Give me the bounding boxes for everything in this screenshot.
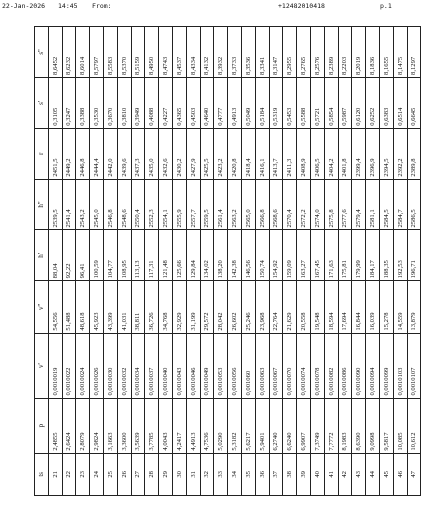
table-cell: 92,22 [62,230,76,281]
table-cell: 7,3749 [310,398,324,453]
table-cell: 2557,7 [186,179,200,230]
table-cell: 14,559 [393,281,407,333]
table-cell: 0,0010094 [366,333,380,398]
table-cell: 5,3182 [228,398,242,453]
table-cell: 54,556 [48,281,62,333]
table-cell: 2420,8 [228,128,242,179]
table-cell: 8,1475 [393,27,407,78]
table-cell: 9,0998 [366,398,380,453]
table-cell: 21 [48,453,62,495]
table-cell: 24 [90,453,104,495]
table-cell: 26,602 [228,281,242,333]
table-cell: 2539,5 [48,179,62,230]
table-cell: 117,31 [145,230,159,281]
table-cell: 8,1983 [338,398,352,453]
table-cell: 25 [103,453,117,495]
table-cell: 5,6217 [241,398,255,453]
rotated-table-container [34,26,418,496]
table-cell: 2418,4 [241,128,255,179]
column-header: v'' [35,281,49,333]
column-header: r [35,128,49,179]
table-cell: 0,5721 [310,77,324,128]
table-cell: 47 [407,453,421,495]
table-cell: 159,09 [283,230,297,281]
table-cell: 26 [117,453,131,495]
table-body [48,27,421,496]
table-cell: 0,5453 [283,77,297,128]
table-cell: 2389,8 [407,128,421,179]
table-row [269,27,283,496]
table-row [228,27,242,496]
table-row [90,27,104,496]
table-cell: 27 [131,453,145,495]
table-cell: 2437,3 [131,128,145,179]
table-row [393,27,407,496]
table-cell: 2579,4 [352,179,366,230]
fax-date: 22-Jan-2026 [2,2,46,10]
table-cell: 8,3932 [214,27,228,78]
table-cell: 2408,9 [297,128,311,179]
table-cell: 2394,5 [379,128,393,179]
table-cell: 0,6252 [366,77,380,128]
table-cell: 8,3147 [269,27,283,78]
table-cell: 28 [145,453,159,495]
table-cell: 2425,5 [200,128,214,179]
table-cell: 2444,4 [90,128,104,179]
table-header-row [35,27,49,496]
table-cell: 21,629 [283,281,297,333]
table-cell: 0,0010022 [62,333,76,398]
table-cell: 0,0010078 [310,333,324,398]
table-row [338,27,352,496]
table-row [214,27,228,496]
column-header: s' [35,77,49,128]
table-cell: 9,5817 [379,398,393,453]
table-cell: 51,488 [62,281,76,333]
table-cell: 4,7536 [200,398,214,453]
table-cell: 0,4503 [186,77,200,128]
table-cell: 150,74 [255,230,269,281]
table-cell: 29,572 [200,281,214,333]
table-cell: 0,0010037 [145,333,159,398]
table-row [324,27,338,496]
table-cell: 2,6424 [62,398,76,453]
table-row [76,27,90,496]
table-row [186,27,200,496]
column-header: p [35,398,49,453]
table-cell: 2554,1 [159,179,173,230]
table-cell: 100,59 [90,230,104,281]
table-cell: 0,0010070 [283,333,297,398]
table-cell: 0,6645 [407,77,421,128]
steam-table [34,26,421,496]
table-cell: 8,1297 [407,27,421,78]
table-cell: 8,6232 [62,27,76,78]
table-cell: 2432,6 [159,128,173,179]
table-row [297,27,311,496]
table-cell: 0,0010090 [352,333,366,398]
table-cell: 36,726 [145,281,159,333]
table-cell: 138,20 [214,230,228,281]
table-cell: 35 [241,453,255,495]
table-cell: 2561,4 [214,179,228,230]
table-row [172,27,186,496]
table-cell: 175,81 [338,230,352,281]
table-cell: 0,0010103 [393,333,407,398]
table-row [310,27,324,496]
table-cell: 43,399 [103,281,117,333]
table-cell: 34,768 [159,281,173,333]
table-cell: 4,4913 [186,398,200,453]
table-cell: 42 [338,453,352,495]
table-cell: 8,4743 [159,27,173,78]
table-cell: 0,5184 [255,77,269,128]
table-cell: 171,63 [324,230,338,281]
table-cell: 45,923 [90,281,104,333]
table-cell: 5,9401 [255,398,269,453]
table-cell: 0,0010074 [297,333,311,398]
table-cell: 2577,6 [338,179,352,230]
table-cell: 39 [297,453,311,495]
table-cell: 3,7785 [145,398,159,453]
table-cell: 2584,5 [379,179,393,230]
table-cell: 179,99 [352,230,366,281]
table-cell: 33 [214,453,228,495]
table-row [48,27,62,496]
table-cell: 6,9907 [297,398,311,453]
table-cell: 2442,0 [103,128,117,179]
fax-page: p.1 [380,2,392,10]
table-row [379,27,393,496]
table-cell: 0,0010049 [200,333,214,398]
table-cell: 0,0010032 [117,333,131,398]
table-cell: 8,2019 [352,27,366,78]
table-cell: 2399,4 [352,128,366,179]
table-cell: 167,45 [310,230,324,281]
table-cell: 16,844 [352,281,366,333]
table-cell: 2586,5 [407,179,421,230]
table-cell: 29 [159,453,173,495]
table-cell: 2559,5 [200,179,214,230]
table-cell: 0,5049 [241,77,255,128]
table-cell: 2581,1 [366,179,380,230]
table-cell: 0,5588 [297,77,311,128]
table-cell: 154,92 [269,230,283,281]
table-cell: 5,0290 [214,398,228,453]
table-cell: 2574,0 [310,179,324,230]
table-cell: 13,879 [407,281,421,333]
table-cell: 96,41 [76,230,90,281]
table-cell: 45 [379,453,393,495]
table-cell: 104,77 [103,230,117,281]
table-cell: 2416,1 [255,128,269,179]
table-cell: 0,4640 [200,77,214,128]
table-cell: 2,4855 [48,398,62,453]
table-cell: 34 [228,453,242,495]
table-cell: 2550,4 [131,179,145,230]
table-row [366,27,380,496]
table-cell: 0,001060 [241,333,255,398]
table-cell: 2548,6 [117,179,131,230]
table-cell: 19,548 [310,281,324,333]
table-cell: 0,3105 [48,77,62,128]
table-cell: 2392,2 [393,128,407,179]
table-cell: 192,53 [393,230,407,281]
table-row [103,27,117,496]
table-cell: 8,6452 [48,27,62,78]
table-cell: 32 [200,453,214,495]
table-cell: 0,0010067 [269,333,283,398]
table-cell: 0,4913 [228,77,242,128]
table-cell: 2546,8 [103,179,117,230]
table-cell: 196,71 [407,230,421,281]
table-row [159,27,173,496]
table-cell: 0,3949 [131,77,145,128]
table-cell: 8,2389 [324,27,338,78]
table-cell: 46 [393,453,407,495]
table-cell: 2396,9 [366,128,380,179]
table-row [145,27,159,496]
table-cell: 0,0010063 [255,333,269,398]
table-cell: 8,3341 [255,27,269,78]
column-header: h'' [35,179,49,230]
table-cell: 0,4227 [159,77,173,128]
table-cell: 4,2417 [172,398,186,453]
table-cell: 0,3247 [62,77,76,128]
table-row [62,27,76,496]
table-cell: 2449,2 [62,128,76,179]
table-cell: 8,2576 [310,27,324,78]
table-cell: 2,9824 [90,398,104,453]
table-cell: 2404,2 [324,128,338,179]
table-cell: 40 [310,453,324,495]
table-cell: 8,5370 [117,27,131,78]
table-cell: 2430,2 [172,128,186,179]
column-header: h' [35,230,49,281]
table-cell: 37 [269,453,283,495]
table-cell: 2401,8 [338,128,352,179]
table-cell: 44 [366,453,380,495]
table-cell: 0,0010056 [228,333,242,398]
table-cell: 0,3388 [76,77,90,128]
table-cell: 2413,7 [269,128,283,179]
fax-from-label: From: [92,2,112,10]
table-cell: 6,6240 [283,398,297,453]
table-cell: 2451,5 [48,128,62,179]
table-cell: 36 [255,453,269,495]
table-cell: 121,48 [159,230,173,281]
table-cell: 8,6390 [352,398,366,453]
table-cell: 8,4334 [186,27,200,78]
table-cell: 0,0010019 [48,333,62,398]
column-header: v' [35,333,49,398]
table-cell: 0,0010107 [407,333,421,398]
table-cell: 7,7772 [324,398,338,453]
table-cell: 31,199 [186,281,200,333]
table-cell: 25,246 [241,281,255,333]
column-header: ts [35,453,49,495]
table-cell: 10,085 [393,398,407,453]
table-row [131,27,145,496]
table-cell: 48,618 [76,281,90,333]
table-cell: 2,8079 [76,398,90,453]
table-cell: 23 [76,453,90,495]
table-cell: 8,4950 [145,27,159,78]
fax-number: +12482010418 [278,2,325,10]
table-cell: 8,4537 [172,27,186,78]
table-cell: 0,0010030 [103,333,117,398]
table-cell: 0,0010043 [172,333,186,398]
table-cell: 0,5854 [324,77,338,128]
table-cell: 8,3536 [241,27,255,78]
table-cell: 2435,0 [145,128,159,179]
table-cell: 18,594 [324,281,338,333]
table-cell: 0,0010082 [324,333,338,398]
table-cell: 3,1663 [103,398,117,453]
table-cell: 0,6514 [393,77,407,128]
table-cell: 0,3810 [117,77,131,128]
table-cell: 41,031 [117,281,131,333]
table-cell: 8,5159 [131,27,145,78]
table-cell: 20,558 [297,281,311,333]
table-cell: 8,2765 [297,27,311,78]
table-cell: 2406,5 [310,128,324,179]
table-cell: 2566,8 [255,179,269,230]
table-cell: 2411,3 [283,128,297,179]
table-cell: 2427,9 [186,128,200,179]
table-cell: 8,4132 [200,27,214,78]
table-cell: 0,0010040 [159,333,173,398]
table-cell: 0,5987 [338,77,352,128]
table-cell: 16,039 [366,281,380,333]
table-cell: 184,17 [366,230,380,281]
table-cell: 108,95 [117,230,131,281]
table-cell: 3,5639 [131,398,145,453]
table-cell: 188,35 [379,230,393,281]
table-cell: 28,042 [214,281,228,333]
table-cell: 0,6383 [379,77,393,128]
table-cell: 0,0010086 [338,333,352,398]
table-cell: 3,3600 [117,398,131,453]
table-cell: 2543,2 [76,179,90,230]
table-row [200,27,214,496]
table-cell: 0,3670 [103,77,117,128]
table-cell: 6,2740 [269,398,283,453]
table-cell: 0,4088 [145,77,159,128]
table-cell: 0,0010026 [90,333,104,398]
table-cell: 146,56 [241,230,255,281]
table-cell: 2541,4 [62,179,76,230]
table-cell: 8,6014 [76,27,90,78]
table-row [407,27,421,496]
table-row [255,27,269,496]
table-cell: 163,27 [297,230,311,281]
table-cell: 2563,2 [228,179,242,230]
table-cell: 2572,2 [297,179,311,230]
table-cell: 30 [172,453,186,495]
table-cell: 38 [283,453,297,495]
table-row [352,27,366,496]
table-cell: 8,1655 [379,27,393,78]
table-cell: 2575,8 [324,179,338,230]
table-cell: 0,4365 [172,77,186,128]
table-cell: 0,5319 [269,77,283,128]
table-cell: 0,0010053 [214,333,228,398]
table-cell: 0,0010099 [379,333,393,398]
table-cell: 23,968 [255,281,269,333]
table-cell: 134,02 [200,230,214,281]
table-cell: 2570,4 [283,179,297,230]
table-row [283,27,297,496]
table-cell: 0,4777 [214,77,228,128]
fax-time: 14:45 [58,2,78,10]
table-cell: 8,2203 [338,27,352,78]
column-header: s'' [35,27,49,78]
table-cell: 31 [186,453,200,495]
table-cell: 142,38 [228,230,242,281]
table-cell: 32,929 [172,281,186,333]
table-cell: 2584,7 [393,179,407,230]
table-cell: 17,694 [338,281,352,333]
table-cell: 2568,6 [269,179,283,230]
table-cell: 0,0010046 [186,333,200,398]
table-cell: 8,5797 [90,27,104,78]
table-cell: 15,278 [379,281,393,333]
table-cell: 129,84 [186,230,200,281]
table-cell: 8,5583 [103,27,117,78]
table-cell: 43 [352,453,366,495]
table-cell: 125,66 [172,230,186,281]
table-cell: 2552,3 [145,179,159,230]
table-cell: 41 [324,453,338,495]
table-cell: 2545,0 [90,179,104,230]
table-cell: 0,6120 [352,77,366,128]
table-cell: 22 [62,453,76,495]
table-row [241,27,255,496]
table-cell: 4,0043 [159,398,173,453]
table-cell: 38,811 [131,281,145,333]
table-cell: 10,612 [407,398,421,453]
table-cell: 22,764 [269,281,283,333]
table-cell: 0,0010024 [76,333,90,398]
table-cell: 113,13 [131,230,145,281]
table-cell: 8,1836 [366,27,380,78]
table-cell: 2555,9 [172,179,186,230]
table-cell: 0,3530 [90,77,104,128]
table-cell: 8,2955 [283,27,297,78]
table-cell: 2446,8 [76,128,90,179]
table-cell: 2423,2 [214,128,228,179]
table-cell: 0,0010034 [131,333,145,398]
table-cell: 2565,0 [241,179,255,230]
table-row [117,27,131,496]
table-cell: 8,3733 [228,27,242,78]
fax-header [0,0,400,12]
table-cell: 88,04 [48,230,62,281]
table-cell: 2439,6 [117,128,131,179]
